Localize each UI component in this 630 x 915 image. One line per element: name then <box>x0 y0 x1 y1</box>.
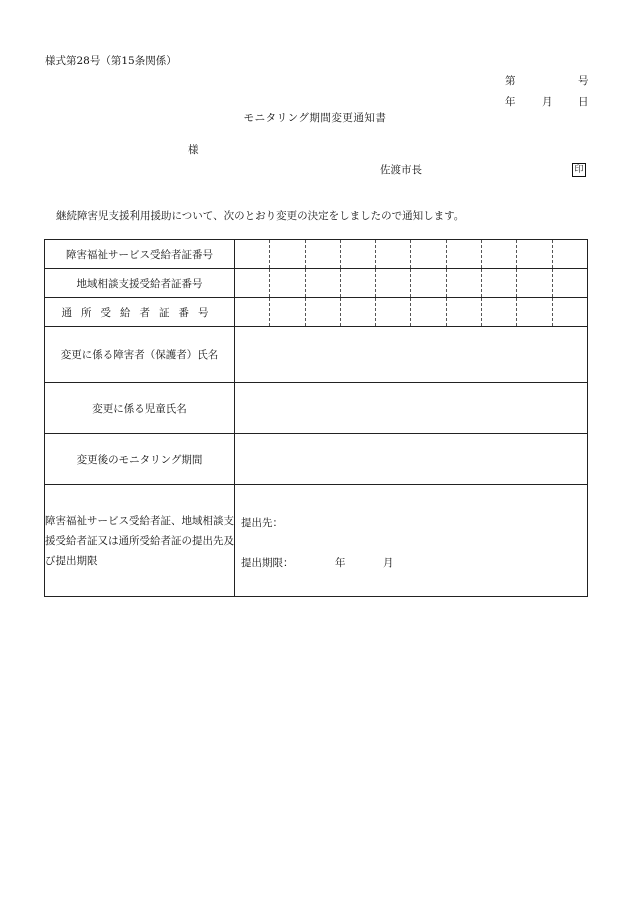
table-row <box>45 298 588 327</box>
date-day-label: 日 <box>578 96 589 108</box>
monitoring-period-field[interactable] <box>235 434 588 485</box>
issuer-name: 佐渡市長 <box>380 164 422 176</box>
day-cert-number-field[interactable] <box>235 298 588 327</box>
notice-body-text: 継続障害児支援利用援助について、次のとおり変更の決定をしましたので通知します。 <box>56 210 465 222</box>
submit-to-label: 提出先： <box>241 517 283 529</box>
submission-field[interactable] <box>235 485 588 597</box>
document-number-suffix: 号 <box>578 75 589 87</box>
table-row <box>45 485 588 597</box>
deadline-year-label: 年 <box>335 557 346 569</box>
consult-cert-number-field[interactable] <box>235 269 588 298</box>
monitoring-period-label: 変更後のモニタリング期間 <box>45 434 235 485</box>
table-row <box>45 434 588 485</box>
guardian-name-field[interactable] <box>235 327 588 383</box>
notice-form-table <box>44 239 588 597</box>
date-year-label: 年 <box>505 96 516 108</box>
consult-cert-number-label: 地域相談支援受給者証番号 <box>45 269 235 298</box>
date-month-label: 月 <box>542 96 553 108</box>
child-name-field[interactable] <box>235 383 588 434</box>
form-number: 様式第28号（第15条関係） <box>45 55 177 67</box>
child-name-label: 変更に係る児童氏名 <box>45 383 235 434</box>
table-row <box>45 240 588 269</box>
deadline-month-label: 月 <box>383 557 394 569</box>
submission-label: 障害福祉サービス受給者証、地域相談支援受給者証又は通所受給者証の提出先及び提出期限 <box>45 485 235 597</box>
document-number-prefix: 第 <box>505 75 516 87</box>
service-cert-number-label: 障害福祉サービス受給者証番号 <box>45 240 235 269</box>
guardian-name-label: 変更に係る障害者（保護者）氏名 <box>45 327 235 383</box>
addressee-suffix: 様 <box>188 144 199 156</box>
document-title: モニタリング期間変更通知書 <box>243 112 387 124</box>
table-row <box>45 383 588 434</box>
table-row <box>45 269 588 298</box>
service-cert-number-field[interactable] <box>235 240 588 269</box>
deadline-label: 提出期限： <box>241 557 294 569</box>
seal-mark: 印 <box>572 163 586 177</box>
table-row <box>45 327 588 383</box>
day-cert-number-label: 通所受給者証番号 <box>45 298 235 327</box>
